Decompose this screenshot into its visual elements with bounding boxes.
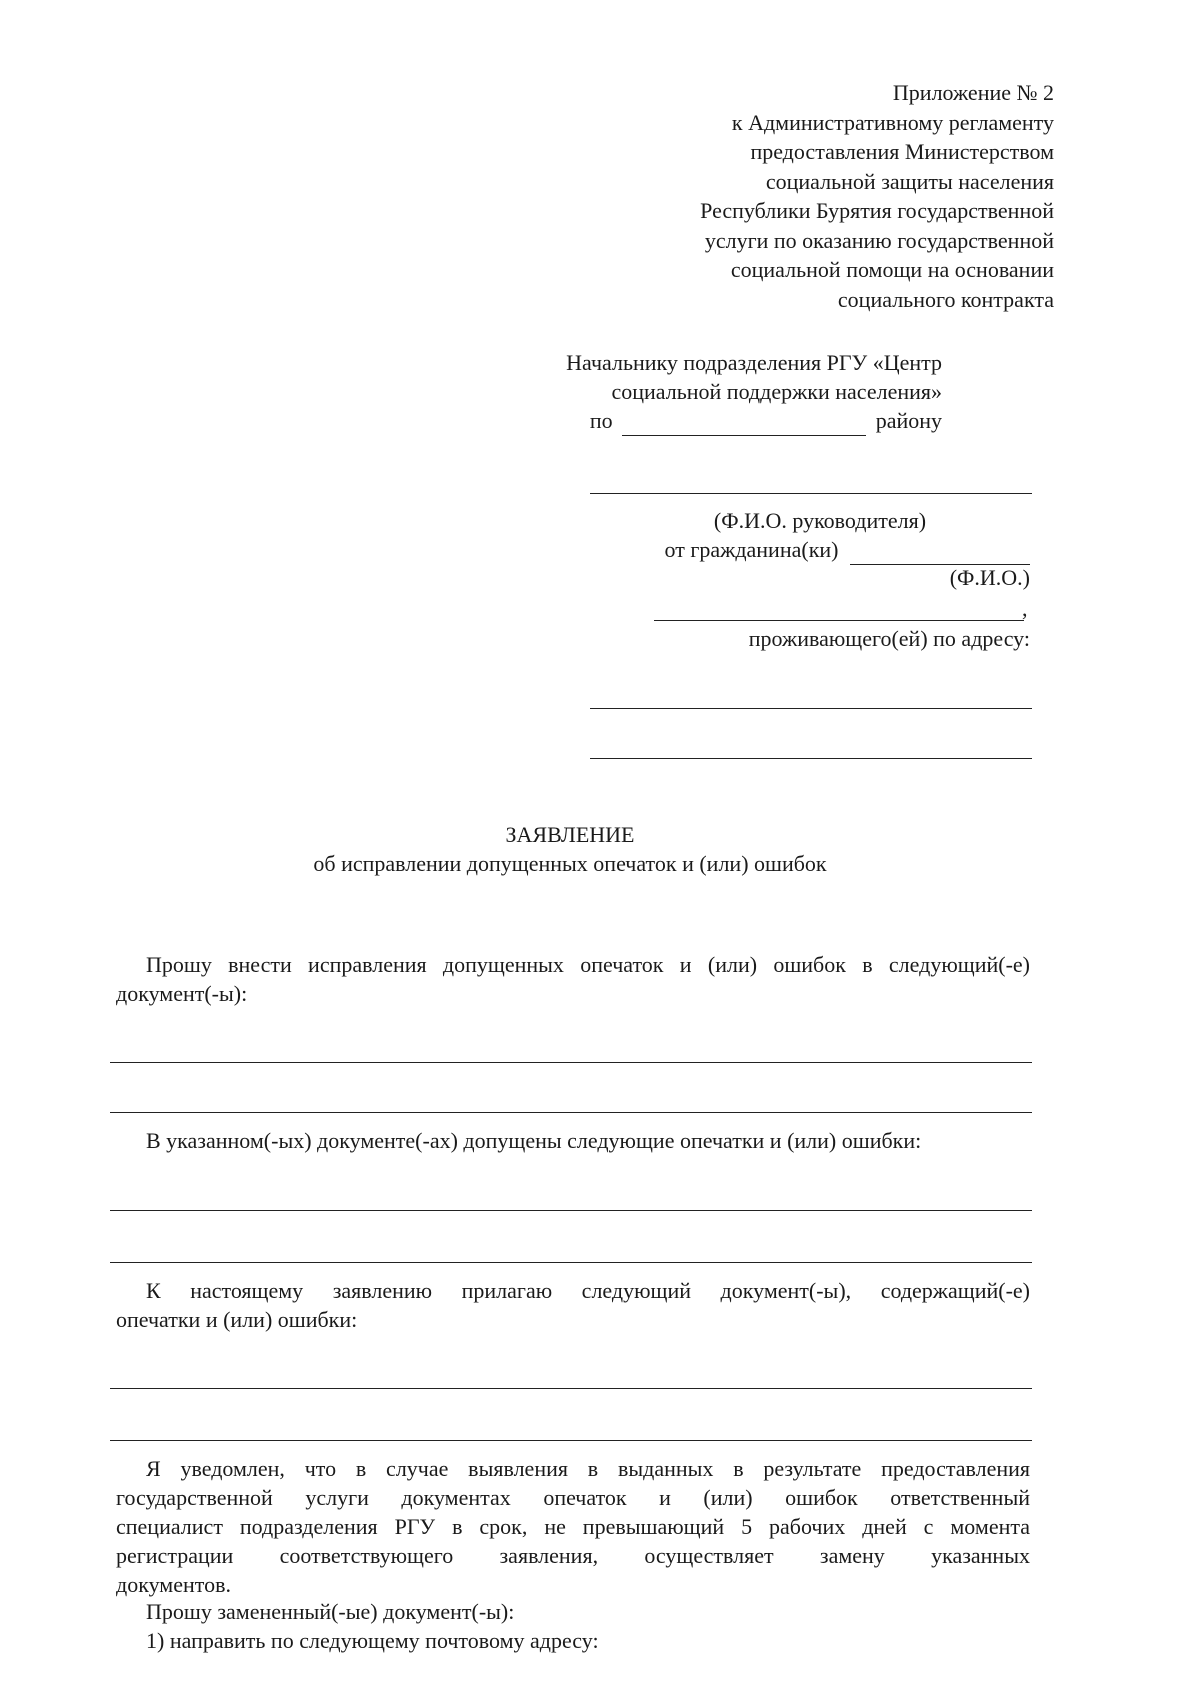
from-row [665,535,1030,565]
addressee-line1: Начальнику подразделения РГУ «Центр [566,350,942,375]
documents-field-1[interactable] [110,1062,1032,1063]
paragraph-3-line1: К настоящему заявлению прилагаю следующий документ(-ы), содержащий(-е) [146,1278,1030,1303]
title-block [0,820,1140,878]
appendix-line: Приложение № 2 [892,80,1054,105]
document-subtitle: об исправлении допущенных опечаток и (или) ошибок [313,851,827,876]
errors-field-1[interactable] [110,1210,1032,1211]
attachments-field-2[interactable] [110,1440,1032,1441]
paragraph-1-line1: Прошу внести исправления допущенных опечаток и (или) ошибок в следующий(-е) [146,952,1030,977]
paragraph-4-line3: специалист подразделения РГУ в срок, не превышающий 5 рабочих дней с момента [116,1514,1030,1539]
paragraph-1 [116,950,1030,1008]
residing-label: проживающего(ей) по адресу: [748,626,1030,651]
attachments-field-1[interactable] [110,1388,1032,1389]
district-row [566,406,942,436]
documents-field-2[interactable] [110,1112,1032,1113]
paragraph-1-line2: документ(-ы): [116,981,248,1006]
paragraph-5: Прошу замененный(-ые) документ(-ы): [146,1599,515,1624]
paragraph-3-line2: опечатки и (или) ошибки: [116,1307,358,1332]
document-title: ЗАЯВЛЕНИЕ [505,822,635,847]
appendix-line: к Административному регламенту [731,109,1054,135]
from-label: от гражданина(ки) [664,537,839,562]
head-name-field[interactable] [590,493,1032,494]
citizen-name-field[interactable] [850,535,1030,565]
paragraph-4-line2: государственной услуги документах опечаток и (или) ошибок ответственный [116,1485,1030,1510]
appendix-line: Республики Бурятия государственной [700,198,1054,223]
citizen-name-continued-field[interactable] [654,620,1024,621]
appendix-line: социальной помощи на основании [730,257,1054,282]
errors-field-2[interactable] [110,1262,1032,1263]
appendix-line: услуги по оказанию государственной [704,227,1054,253]
paragraph-4-line1: Я уведомлен, что в случае выявления в выданных в результате предоставления [146,1456,1030,1481]
paragraph-4 [116,1454,1030,1599]
head-caption: (Ф.И.О. руководителя) [713,508,927,533]
paragraph-4-line5: документов. [116,1572,231,1597]
appendix-line: социального контракта [837,286,1054,312]
appendix-line: предоставления Министерством [750,139,1054,164]
paragraph-2 [116,1126,1030,1155]
fio-caption: (Ф.И.О.) [949,565,1030,590]
paragraph-6: 1) направить по следующему почтовому адресу: [146,1628,599,1653]
address-field-1[interactable] [590,708,1032,709]
po-label: по [589,408,613,433]
paragraph-4-line4: регистрации соответствующего заявления, осуществляет замену указанных [116,1543,1030,1568]
comma: , [1022,596,1028,621]
district-field[interactable] [622,406,866,436]
addressee-block [566,348,942,436]
paragraph-3 [116,1276,1030,1334]
address-field-2[interactable] [590,758,1032,759]
rayonu-label: району [875,408,942,433]
paragraph-2-text: В указанном(-ых) документе(-ах) допущены следующие опечатки и (или) ошибки: [146,1128,922,1153]
appendix-block [700,78,1054,314]
addressee-line2: социальной поддержки населения» [611,379,942,404]
appendix-line: социальной защиты населения [765,168,1054,194]
